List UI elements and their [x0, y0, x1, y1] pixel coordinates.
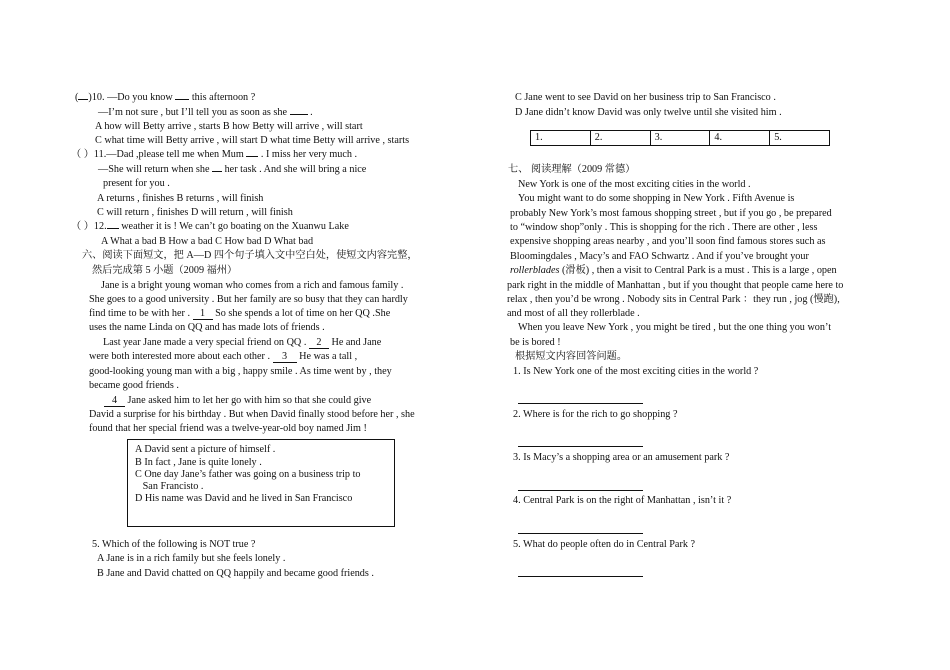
- passage-line: relax , then you’d be wrong . Nobody sits in Central Park ：they run , jog (慢跑),: [507, 294, 840, 305]
- answer-line-1[interactable]: [518, 403, 643, 404]
- passage-line: uses the name Linda on QQ and has made lots of friends .: [89, 322, 325, 333]
- passage-line: expensive shopping areas nearby , and you’ll soon find famous stores such as: [510, 236, 826, 247]
- answer-cell-1[interactable]: 1.: [531, 131, 591, 146]
- passage-line: were both interested more about each other . 3 He was a tall ,: [89, 351, 358, 362]
- passage-line: She goes to a good university . But her family are so busy that they can hardly: [89, 294, 408, 305]
- passage-line: 4 Jane asked him to let her go with him so that she could give: [104, 395, 371, 407]
- section-6-heading: 六、阅读下面短文，把 A—D 四个句子填入文中空白处，使短文内容完整，: [82, 250, 418, 261]
- question-11-reply-cont: present for you .: [103, 178, 170, 189]
- comprehension-question-5: 5. What do people often do in Central Park ?: [513, 539, 696, 550]
- passage-line: Bloomingdales , Macy’s and FAO Schwartz . And if you’ve brought your: [510, 251, 809, 262]
- section-7-heading: 七、 阅读理解（2009 常德）: [508, 164, 636, 175]
- answer-paren-open: (: [75, 92, 79, 103]
- question-10-options-ab: A how will Betty arrive , starts B how Betty will arrive , will start: [95, 121, 363, 132]
- fill-blank[interactable]: [107, 228, 119, 229]
- question-5-option-b: B Jane and David chatted on QQ happily and became good friends .: [97, 568, 374, 579]
- question-10-options-cd: C what time will Betty arrive , will start D what time Betty will arrive , starts: [95, 135, 410, 146]
- answer-instruction: 根据短文内容回答问题。: [515, 351, 628, 362]
- passage-line: find time to be with her . 1 So she spends a lot of time on her QQ .She: [89, 308, 391, 319]
- question-12: （ ）12. weather it is ! We can’t go boating on the Xuanwu Lake: [71, 221, 349, 232]
- passage-line: found that her special friend was a twelve-year-old boy named Jim !: [89, 423, 367, 434]
- answer-paren[interactable]: （ ）: [71, 221, 94, 232]
- answer-blank[interactable]: [78, 99, 88, 100]
- sentence-option-b: B In fact , Jane is quite lonely .: [135, 457, 262, 468]
- passage-line: Last year Jane made a very special friend on QQ . 2 He and Jane: [103, 337, 382, 348]
- passage-line: to “window shop”only . This is shopping for the rich . There are other , less: [510, 222, 818, 233]
- question-12-options: A What a bad B How a bad C How bad D What bad: [101, 236, 314, 247]
- sentence-option-a: A David sent a picture of himself .: [135, 444, 276, 455]
- passage-blank-4[interactable]: 4: [104, 395, 125, 407]
- comprehension-question-1: 1. Is New York one of the most exciting cities in the world ?: [513, 366, 759, 377]
- passage-line: David a surprise for his birthday . But when David finally stood before her , she: [89, 409, 415, 420]
- question-5: 5. Which of the following is NOT true ?: [92, 539, 256, 550]
- question-11-options-cd: C will return , finishes D will return , will finish: [97, 207, 293, 218]
- passage-line: became good friends .: [89, 380, 179, 391]
- question-5-option-c: C Jane went to see David on her business trip to San Francisco .: [515, 92, 776, 103]
- fill-blank[interactable]: [290, 114, 308, 115]
- passage-blank-1[interactable]: 1: [193, 308, 213, 320]
- answer-line-4[interactable]: [518, 533, 643, 534]
- answer-cell-2[interactable]: 2.: [590, 131, 650, 146]
- answer-line-2[interactable]: [518, 446, 643, 447]
- passage-line: good-looking young man with a big , happy smile . As time went by , they: [89, 366, 392, 377]
- passage-line: be is bored !: [510, 337, 561, 348]
- answer-row: [531, 131, 830, 146]
- passage-line: New York is one of the most exciting cities in the world .: [518, 179, 751, 190]
- question-5-option-a: A Jane is in a rich family but she feels lonely .: [97, 553, 286, 564]
- answer-cell-5[interactable]: 5.: [770, 131, 830, 146]
- sentence-option-d: D His name was David and he lived in San Francisco: [135, 493, 353, 504]
- answer-table: [530, 130, 830, 146]
- answer-line-3[interactable]: [518, 490, 643, 491]
- fill-blank[interactable]: [212, 171, 222, 172]
- passage-line: rollerblades (滑板) , then a visit to Central Park is a must . This is a large , open: [510, 265, 837, 276]
- passage-line: and most of all they rollerblade .: [507, 308, 640, 319]
- sentence-option-c: C One day Jane’s father was going on a business trip to: [135, 469, 361, 480]
- question-11-options-ab: A returns , finishes B returns , will finish: [97, 193, 264, 204]
- passage-line: When you leave New York , you might be tired , but the one thing you won’t: [518, 322, 832, 333]
- passage-line: Jane is a bright young woman who comes from a rich and famous family .: [101, 280, 404, 291]
- question-10-reply: —I’m not sure , but I’ll tell you as soon as she .: [98, 107, 313, 118]
- fill-blank[interactable]: [246, 156, 258, 157]
- question-11-reply: —She will return when she her task . And she will bring a nice: [98, 164, 367, 175]
- question-5-option-d: D Jane didn’t know David was only twelve until she visited him .: [515, 107, 782, 118]
- passage-line: probably New York’s most famous shopping street , but if you go , be prepared: [510, 208, 832, 219]
- sentence-option-c-cont: San Francisto .: [135, 481, 204, 492]
- answer-line-5[interactable]: [518, 576, 643, 577]
- answer-cell-3[interactable]: 3.: [650, 131, 710, 146]
- passage-line: park right in the middle of Manhattan , but if you thought that people came here to: [507, 280, 844, 291]
- section-6-heading-cont: 然后完成第 5 小题（2009 福州）: [92, 265, 238, 276]
- question-11: （ ）11.—Dad ,please tell me when Mum . I miss her very much .: [71, 149, 358, 160]
- passage-line: You might want to do some shopping in New York . Fifth Avenue is: [518, 193, 795, 204]
- answer-paren[interactable]: （ ）: [71, 149, 94, 160]
- fill-blank[interactable]: [175, 99, 189, 100]
- answer-cell-4[interactable]: 4.: [710, 131, 770, 146]
- passage-blank-2[interactable]: 2: [309, 337, 329, 349]
- comprehension-question-3: 3. Is Macy’s a shopping area or an amusement park ?: [513, 452, 730, 463]
- question-10: ( )10. —Do you know this afternoon ?: [75, 92, 256, 103]
- comprehension-question-2: 2. Where is for the rich to go shopping ?: [513, 409, 678, 420]
- comprehension-question-4: 4. Central Park is on the right of Manhattan , isn’t it ?: [513, 495, 732, 506]
- passage-blank-3[interactable]: 3: [273, 351, 297, 363]
